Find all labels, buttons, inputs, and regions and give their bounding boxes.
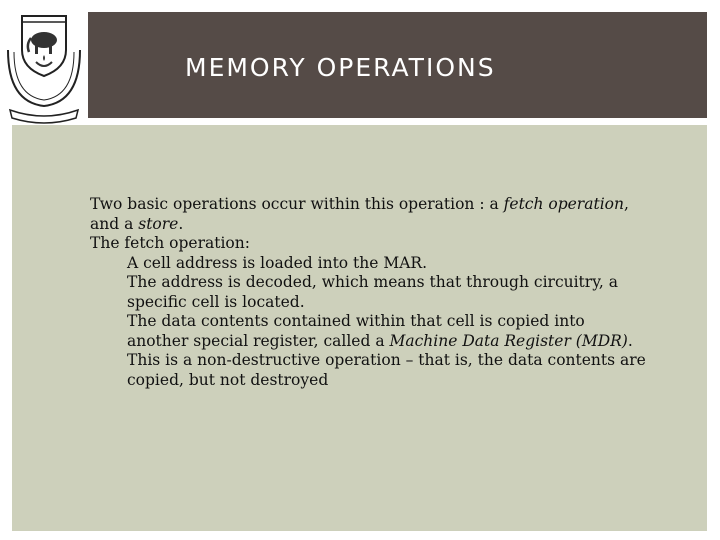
copy-data-text-a: The data contents contained within that cell is copied into another special register, called a: [127, 312, 585, 350]
store-term: store: [138, 214, 179, 233]
step-load-address: A cell address is loaded into the MAR.: [127, 253, 428, 272]
fetch-operation-term: fetch operation: [503, 195, 624, 213]
step-non-destructive: This is a non-destructive operation – that is, the data contents are copied, but not destroyed: [127, 351, 646, 389]
intro-paragraph: [90, 195, 650, 234]
intro-text-a: Two basic operations occur within this operation : a: [90, 195, 504, 213]
slide-title: MEMORY OPERATIONS: [185, 53, 496, 82]
fetch-heading: The fetch operation:: [90, 234, 250, 252]
step-decode-address: The address is decoded, which means that through circuitry, a specific cell is located.: [127, 273, 618, 311]
body-text: [90, 195, 650, 390]
title-bar: [88, 12, 707, 118]
step-copy-data: [127, 312, 650, 351]
intro-text-e: .: [178, 214, 184, 233]
mdr-term: Machine Data Register (MDR): [389, 331, 628, 350]
content-panel: [12, 125, 707, 531]
copy-data-text-c: .: [627, 331, 633, 350]
college-crest-logo: [0, 10, 88, 125]
intro-text-c: , and a: [90, 195, 629, 233]
